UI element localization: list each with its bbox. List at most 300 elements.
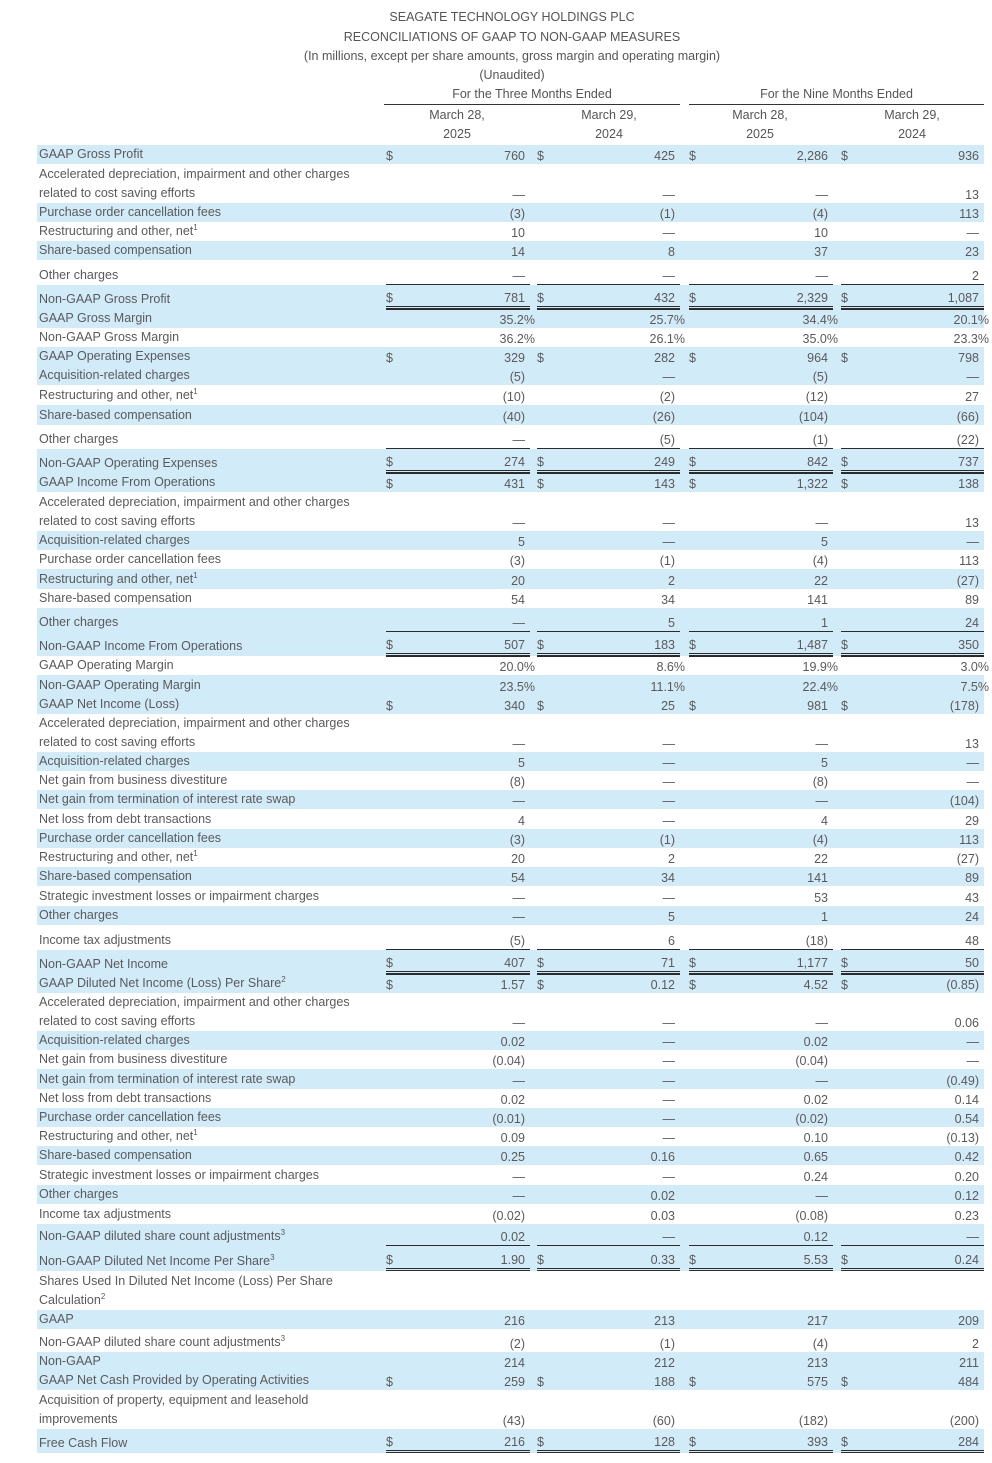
- value-cell: [689, 385, 833, 405]
- table-row: [37, 695, 984, 714]
- table-row: [37, 1127, 984, 1146]
- column-year: 2024: [595, 127, 623, 141]
- value-cell: [537, 950, 680, 974]
- cell-value: 188: [654, 1375, 675, 1389]
- column-year: 2024: [898, 127, 926, 141]
- cell-value: 89: [965, 593, 979, 607]
- cell-value: —: [815, 188, 828, 202]
- value-cell: [537, 608, 680, 632]
- cell-value: 737: [958, 455, 979, 469]
- table-row: [37, 1429, 984, 1453]
- value-cell: [841, 145, 984, 164]
- value-cell: [386, 906, 530, 925]
- value-cell: [386, 714, 530, 752]
- cell-value: —: [966, 370, 979, 384]
- value-cell: [386, 492, 530, 531]
- cell-value: 936: [958, 149, 979, 163]
- value-cell: [386, 1310, 530, 1329]
- value-cell: [386, 366, 530, 385]
- cell-value: —: [966, 775, 979, 789]
- cell-value: —: [512, 737, 525, 751]
- table-row: [37, 347, 984, 366]
- cell-value: —: [966, 226, 979, 240]
- dollar-sign: $: [841, 699, 848, 713]
- cell-value: —: [512, 1189, 525, 1203]
- cell-value: (4): [812, 554, 828, 568]
- value-cell: [537, 492, 680, 531]
- cell-value: —: [662, 188, 675, 202]
- row-label: Net gain from business divestiture: [39, 1051, 228, 1066]
- cell-value: —: [815, 1189, 828, 1203]
- value-cell: [386, 1329, 530, 1352]
- value-cell: [386, 473, 530, 492]
- cell-value: 981: [807, 699, 828, 713]
- value-cell: [841, 848, 984, 867]
- cell-value: 22.4%: [802, 680, 838, 694]
- table-row: [37, 492, 984, 531]
- footnote-marker: 1: [193, 848, 198, 858]
- value-cell: [537, 531, 680, 550]
- dollar-sign: $: [386, 638, 393, 652]
- dollar-sign: $: [689, 477, 696, 491]
- value-cell: [386, 993, 530, 1031]
- row-label: Share-based compensation: [39, 868, 192, 883]
- cell-value: 798: [958, 351, 979, 365]
- cell-value: 431: [504, 477, 525, 491]
- value-cell: [537, 1204, 680, 1224]
- cell-value: 0.16: [650, 1150, 675, 1164]
- value-cell: [537, 203, 680, 222]
- cell-value: 8: [668, 245, 675, 259]
- value-cell: [386, 145, 530, 164]
- row-label: Share-based compensation: [39, 1147, 192, 1162]
- dollar-sign: $: [841, 1435, 848, 1449]
- cell-value: 2: [972, 269, 979, 283]
- row-label: Income tax adjustments: [39, 1206, 172, 1221]
- value-cell: [689, 695, 833, 714]
- cell-value: (1): [659, 554, 675, 568]
- cell-value: 29: [965, 814, 979, 828]
- value-cell: [689, 632, 833, 656]
- row-label: Acquisition-related charges: [39, 1032, 190, 1047]
- row-label: Purchase order cancellation fees: [39, 551, 222, 566]
- cell-value: 249: [654, 455, 675, 469]
- dollar-sign: $: [689, 978, 696, 992]
- value-cell: [841, 347, 984, 366]
- footnote-marker: 1: [193, 222, 198, 232]
- cell-value: 22: [814, 852, 828, 866]
- value-cell: [689, 1329, 833, 1352]
- row-label: Accelerated depreciation, impairment and other charges related to cost saving efforts: [39, 167, 350, 200]
- cell-value: —: [512, 1170, 525, 1184]
- table-row: [37, 1224, 984, 1246]
- cell-value: —: [815, 1074, 828, 1088]
- dollar-sign: $: [386, 149, 393, 163]
- cell-value: —: [662, 1230, 675, 1244]
- table-row: [37, 1310, 984, 1329]
- cell-value: 1,322: [796, 477, 828, 491]
- value-cell: [537, 790, 680, 809]
- cell-value: (0.08): [795, 1209, 828, 1223]
- row-label: Non-GAAP: [39, 1353, 101, 1368]
- cell-value: (2): [509, 1337, 525, 1351]
- value-cell: [841, 695, 984, 714]
- value-cell: [841, 925, 984, 950]
- cell-value: —: [966, 1054, 979, 1068]
- value-cell: [841, 867, 984, 886]
- cell-value: —: [662, 756, 675, 770]
- value-cell: [689, 569, 833, 589]
- table-row: [37, 164, 984, 203]
- cell-value: 2: [972, 1337, 979, 1351]
- dollar-sign: $: [386, 1253, 393, 1267]
- value-cell: [841, 632, 984, 656]
- row-label: Net gain from termination of interest rate swap: [39, 791, 296, 806]
- cell-value: 54: [511, 871, 525, 885]
- value-cell: [537, 473, 680, 492]
- dollar-sign: $: [386, 978, 393, 992]
- row-label: Purchase order cancellation fees: [39, 1109, 222, 1124]
- value-cell: [386, 425, 530, 449]
- value-cell: [689, 950, 833, 974]
- column-date: March 29,: [884, 108, 940, 122]
- cell-value: 575: [807, 1375, 828, 1389]
- value-cell: [386, 1429, 530, 1453]
- cell-value: —: [662, 226, 675, 240]
- value-cell: [537, 632, 680, 656]
- value-cell: [841, 974, 984, 993]
- value-cell: [537, 974, 680, 993]
- cell-value: 3.0%: [960, 660, 989, 674]
- cell-value: 5: [518, 756, 525, 770]
- cell-value: (5): [509, 934, 525, 948]
- value-cell: [689, 285, 833, 309]
- value-cell: [841, 790, 984, 809]
- value-cell: [386, 809, 530, 829]
- footnote-marker: 1: [193, 386, 198, 396]
- cell-value: (12): [805, 390, 828, 404]
- cell-value: 212: [654, 1356, 675, 1370]
- value-cell: [689, 550, 833, 569]
- column-date: March 29,: [581, 108, 637, 122]
- cell-value: —: [662, 737, 675, 751]
- row-label: Acquisition-related charges: [39, 367, 190, 382]
- value-cell: [841, 405, 984, 425]
- cell-value: —: [815, 737, 828, 751]
- value-cell: [537, 848, 680, 867]
- cell-value: 211: [959, 1356, 979, 1370]
- cell-value: 407: [504, 956, 525, 970]
- value-cell: [386, 925, 530, 950]
- cell-value: —: [966, 756, 979, 770]
- cell-value: (182): [798, 1414, 828, 1428]
- value-cell: [537, 1352, 680, 1371]
- value-cell: [537, 771, 680, 790]
- column-date: March 28,: [429, 108, 485, 122]
- table-row: [37, 550, 984, 569]
- value-cell: [689, 925, 833, 950]
- table-row: [37, 886, 984, 906]
- row-label: GAAP: [39, 1311, 74, 1326]
- cell-value: 0.06: [954, 1016, 979, 1030]
- row-label: Non-GAAP diluted share count adjustments$^3$: [39, 1227, 286, 1243]
- value-cell: [537, 260, 680, 285]
- row-label: Non-GAAP diluted share count adjustments$^3$: [39, 1333, 286, 1349]
- cell-value: —: [662, 1035, 675, 1049]
- value-cell: [537, 1185, 680, 1204]
- cell-value: —: [512, 516, 525, 530]
- cell-value: 1,177: [796, 956, 828, 970]
- value-cell: [841, 1271, 984, 1310]
- value-cell: [537, 1310, 680, 1329]
- value-cell: [689, 328, 838, 347]
- cell-value: (5): [509, 370, 525, 384]
- cell-value: (26): [652, 410, 675, 424]
- table-row: [37, 589, 984, 608]
- table-row: [37, 1390, 984, 1429]
- row-label: Acquisition of property, equipment and leasehold improvements: [39, 1393, 309, 1426]
- cell-value: 842: [807, 455, 828, 469]
- value-cell: [386, 1031, 530, 1050]
- value-cell: [386, 1204, 530, 1224]
- dollar-sign: $: [689, 638, 696, 652]
- cell-value: 4: [821, 814, 828, 828]
- value-cell: [386, 886, 530, 906]
- value-cell: [841, 1108, 984, 1127]
- cell-value: 113: [959, 833, 979, 847]
- row-label: GAAP Operating Margin: [39, 657, 174, 672]
- table-row: [37, 203, 984, 222]
- value-cell: [386, 328, 535, 347]
- row-label: Purchase order cancellation fees: [39, 204, 222, 219]
- cell-value: (0.02): [795, 1112, 828, 1126]
- cell-value: 1,087: [947, 291, 979, 305]
- cell-value: —: [815, 1016, 828, 1030]
- row-label: Share-based compensation: [39, 242, 192, 257]
- value-cell: [689, 790, 833, 809]
- value-cell: [386, 405, 530, 425]
- cell-value: 20.0%: [499, 660, 535, 674]
- cell-value: —: [662, 1093, 675, 1107]
- cell-value: (40): [502, 410, 525, 424]
- table-row: [37, 752, 984, 771]
- cell-value: (1): [659, 833, 675, 847]
- value-cell: [537, 328, 685, 347]
- value-cell: [386, 1050, 530, 1069]
- cell-value: 71: [661, 956, 675, 970]
- cell-value: 2: [668, 574, 675, 588]
- value-cell: [537, 1050, 680, 1069]
- dollar-sign: $: [537, 1435, 544, 1449]
- value-cell: [386, 241, 530, 260]
- dollar-sign: $: [841, 455, 848, 469]
- value-cell: [386, 203, 530, 222]
- table-row: [37, 1146, 984, 1165]
- cell-value: (8): [509, 775, 525, 789]
- value-cell: [386, 1108, 530, 1127]
- value-cell: [841, 449, 984, 473]
- table-row: [37, 366, 984, 385]
- cell-value: 0.02: [650, 1189, 675, 1203]
- cell-value: (2): [659, 390, 675, 404]
- dollar-sign: $: [537, 149, 544, 163]
- value-cell: [537, 1224, 680, 1246]
- cell-value: (5): [659, 433, 675, 447]
- row-label: Strategic investment losses or impairment charges: [39, 888, 319, 903]
- cell-value: 183: [654, 638, 675, 652]
- cell-value: 5.53: [803, 1253, 828, 1267]
- value-cell: [841, 1329, 984, 1352]
- value-cell: [689, 145, 833, 164]
- cell-value: 259: [504, 1375, 525, 1389]
- row-label: Accelerated depreciation, impairment and other charges related to cost saving efforts: [39, 995, 350, 1028]
- cell-value: —: [662, 814, 675, 828]
- cell-value: 425: [654, 149, 675, 163]
- value-cell: [841, 950, 984, 974]
- cell-value: 138: [958, 477, 979, 491]
- value-cell: [537, 385, 680, 405]
- value-cell: [386, 589, 530, 608]
- cell-value: 0.24: [954, 1253, 979, 1267]
- value-cell: [841, 473, 984, 492]
- table-row: [37, 1165, 984, 1185]
- cell-value: (200): [949, 1414, 979, 1428]
- cell-value: (8): [812, 775, 828, 789]
- footnote-marker: 2: [281, 974, 286, 984]
- cell-value: 1.90: [500, 1253, 525, 1267]
- row-label: Net gain from termination of interest rate swap: [39, 1071, 296, 1086]
- cell-value: —: [662, 1131, 675, 1145]
- cell-value: 213: [807, 1356, 828, 1370]
- cell-value: (60): [652, 1414, 675, 1428]
- value-cell: [689, 222, 833, 241]
- cell-value: 23: [965, 245, 979, 259]
- value-cell: [689, 1050, 833, 1069]
- table-row: [37, 1371, 984, 1390]
- cell-value: —: [512, 1074, 525, 1088]
- value-cell: [386, 449, 530, 473]
- footnote-marker: 1: [193, 1127, 198, 1137]
- value-cell: [537, 656, 685, 675]
- value-cell: [689, 906, 833, 925]
- value-cell: [386, 1246, 530, 1271]
- value-cell: [386, 1352, 530, 1371]
- dollar-sign: $: [537, 978, 544, 992]
- cell-value: (4): [812, 1337, 828, 1351]
- cell-value: 25.7%: [649, 313, 685, 327]
- cell-value: 217: [807, 1314, 828, 1328]
- row-label: GAAP Net Cash Provided by Operating Activities: [39, 1372, 310, 1387]
- value-cell: [386, 1390, 530, 1429]
- table-row: [37, 1271, 984, 1310]
- value-cell: [841, 1050, 984, 1069]
- value-cell: [841, 1204, 984, 1224]
- row-label: Accelerated depreciation, impairment and other charges related to cost saving efforts: [39, 716, 350, 749]
- cell-value: (0.04): [795, 1054, 828, 1068]
- value-cell: [537, 1031, 680, 1050]
- footnote-marker: 2: [100, 1291, 106, 1301]
- row-label: Non-GAAP Income From Operations: [39, 638, 243, 653]
- value-cell: [537, 449, 680, 473]
- value-cell: [386, 1224, 530, 1246]
- row-label: Restructuring and other, net$^1$: [39, 222, 198, 238]
- cell-value: 0.25: [500, 1150, 525, 1164]
- cell-value: (1): [659, 207, 675, 221]
- value-cell: [689, 848, 833, 867]
- value-cell: [386, 867, 530, 886]
- cell-value: 4.52: [803, 978, 828, 992]
- cell-value: —: [512, 433, 525, 447]
- cell-value: 2,286: [796, 149, 828, 163]
- dollar-sign: $: [386, 1375, 393, 1389]
- row-label: Free Cash Flow: [39, 1435, 128, 1450]
- value-cell: [537, 1108, 680, 1127]
- table-row: [37, 809, 984, 829]
- dollar-sign: $: [841, 351, 848, 365]
- table-row: [37, 632, 984, 656]
- dollar-sign: $: [841, 1253, 848, 1267]
- cell-value: (3): [509, 207, 525, 221]
- row-label: Other charges: [39, 907, 119, 922]
- cell-value: 0.02: [803, 1093, 828, 1107]
- cell-value: 0.24: [803, 1170, 828, 1184]
- cell-value: (43): [502, 1414, 525, 1428]
- dollar-sign: $: [841, 978, 848, 992]
- dollar-sign: $: [537, 291, 544, 305]
- cell-value: (0.01): [492, 1112, 525, 1126]
- cell-value: 760: [504, 149, 525, 163]
- cell-value: 5: [668, 910, 675, 924]
- table-row: [37, 1031, 984, 1050]
- row-label: Purchase order cancellation fees: [39, 830, 222, 845]
- value-cell: [841, 285, 984, 309]
- value-cell: [689, 608, 833, 632]
- cell-value: 213: [654, 1314, 675, 1328]
- value-cell: [841, 309, 989, 328]
- table-row: [37, 675, 989, 695]
- cell-value: (22): [956, 433, 979, 447]
- value-cell: [537, 1271, 680, 1310]
- row-label: Shares Used In Diluted Net Income (Loss) Per Share Calculation$^2$: [39, 1274, 333, 1307]
- cell-value: 14: [511, 245, 525, 259]
- value-cell: [537, 829, 680, 848]
- value-cell: [689, 1429, 833, 1453]
- value-cell: [841, 1089, 984, 1108]
- dollar-sign: $: [841, 956, 848, 970]
- cell-value: —: [512, 616, 525, 630]
- column-year: 2025: [443, 127, 471, 141]
- cell-value: 143: [654, 477, 675, 491]
- table-row: [37, 993, 984, 1031]
- value-cell: [841, 241, 984, 260]
- value-cell: [537, 906, 680, 925]
- value-cell: [386, 848, 530, 867]
- cell-value: 53: [814, 891, 828, 905]
- value-cell: [386, 222, 530, 241]
- value-cell: [689, 1352, 833, 1371]
- value-cell: [689, 714, 833, 752]
- cell-value: —: [662, 1016, 675, 1030]
- value-cell: [689, 1246, 833, 1271]
- value-cell: [386, 608, 530, 632]
- cell-value: 20.1%: [953, 313, 989, 327]
- value-cell: [689, 771, 833, 790]
- cell-value: 2: [668, 852, 675, 866]
- table-row: [37, 260, 984, 285]
- dollar-sign: $: [537, 351, 544, 365]
- dollar-sign: $: [689, 291, 696, 305]
- value-cell: [841, 1146, 984, 1165]
